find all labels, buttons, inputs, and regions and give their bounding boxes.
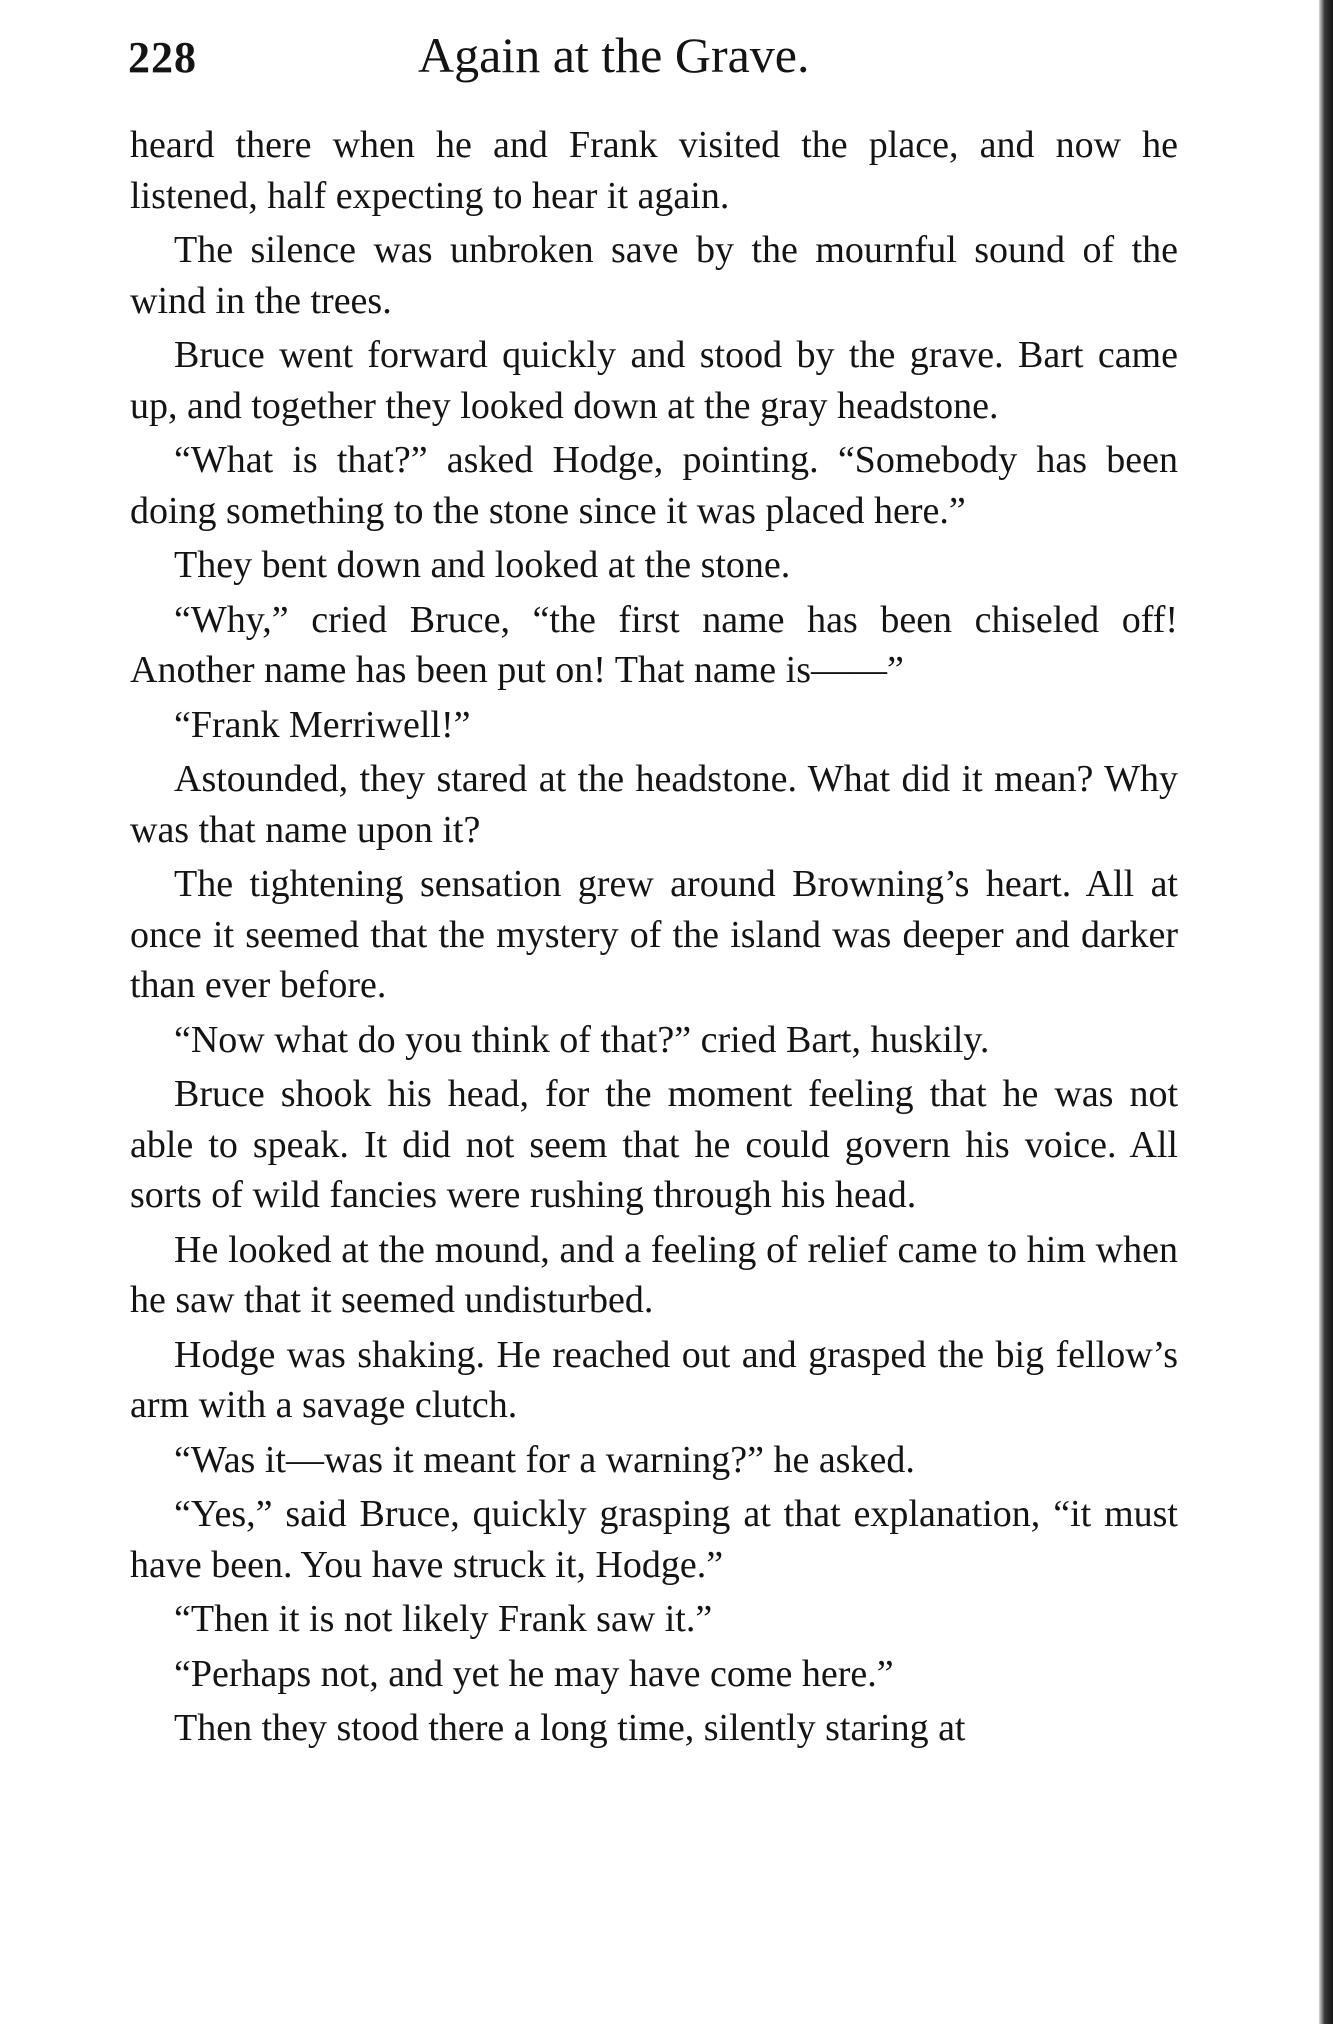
paragraph: Bruce went forward quickly and stood by the grave. Bart came up, and together they looked down at the gray headstone. [130, 334, 1178, 427]
paragraph: Astounded, they stared at the headstone. What did it mean? Why was that name upon it? [130, 758, 1178, 851]
paragraph: Hodge was shaking. He reached out and grasped the big fellow’s arm with a savage clutch. [130, 1333, 1178, 1426]
paragraph: “Frank Merriwell!” [174, 703, 471, 746]
paragraph: “Perhaps not, and yet he may have come here.” [174, 1652, 894, 1695]
paragraph: “Was it—was it meant for a warning?” he asked. [174, 1438, 915, 1481]
paragraph: “Yes,” said Bruce, quickly grasping at that explanation, “it must have been. You have struck it, Hodge.” [130, 1493, 1178, 1586]
page-edge-shadow [1319, 0, 1333, 2024]
paragraph: “Then it is not likely Frank saw it.” [174, 1598, 713, 1640]
paragraph: “Now what do you think of that?” cried Bart, huskily. [174, 1018, 990, 1061]
paragraph: The tightening sensation grew around Browning’s heart. All at once it seemed that the mystery of the island was deeper and darker than ever before. [130, 863, 1178, 1006]
paragraph: Then they stood there a long time, silently staring at [174, 1707, 966, 1749]
page-header [128, 26, 1178, 96]
body-text [130, 120, 1178, 1758]
paragraph: The silence was unbroken save by the mournful sound of the wind in the trees. [130, 229, 1178, 322]
paragraph: “Why,” cried Bruce, “the first name has been chiseled off! Another name has been put on! That name is——” [130, 598, 1178, 691]
paragraph: Bruce shook his head, for the moment feeling that he was not able to speak. It did not seem that he could govern his voice. All sorts of wild fancies were rushing through his head. [130, 1073, 1178, 1216]
paragraph: They bent down and looked at the stone. [174, 544, 791, 586]
page-number: 228 [128, 33, 197, 82]
paragraph: “What is that?” asked Hodge, pointing. “Somebody has been doing something to the stone since it was placed here.” [130, 439, 1178, 532]
paragraph: He looked at the mound, and a feeling of relief came to him when he saw that it seemed undisturbed. [130, 1228, 1178, 1321]
paragraph: heard there when he and Frank visited the place, and now he listened, half expecting to hear it again. [130, 124, 1178, 217]
running-head: Again at the Grave. [418, 27, 810, 83]
